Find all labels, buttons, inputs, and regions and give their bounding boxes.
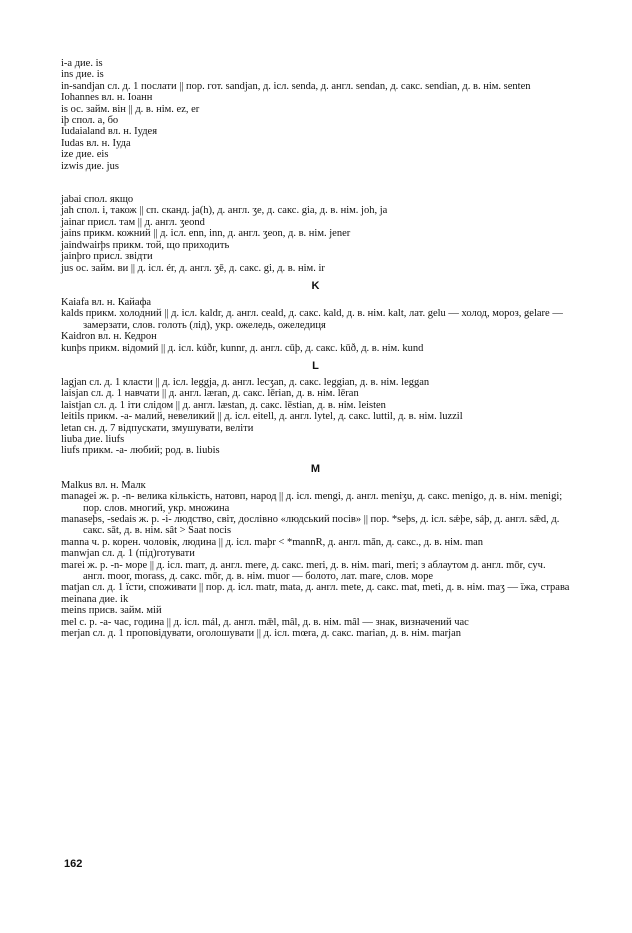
dictionary-entry: meinana дие. ik [61, 593, 129, 605]
dictionary-entry: meins присв. займ. мій [61, 605, 162, 617]
section-letter: L [312, 359, 319, 372]
section-letter: K [311, 279, 320, 292]
dictionary-entry: i-a дие. is [61, 58, 103, 69]
dictionary-entry: liuba дие. liufs [61, 433, 125, 445]
dictionary-entry: mel с. р. -a- час, година || д. ісл. mál, д. англ. mǣl, mâl, д. в. нім. mâl — знак, визначений час [61, 616, 469, 628]
dictionary-entry: izwis дие. jus [61, 160, 119, 172]
dictionary-entry: manna ч. р. корен. чоловік, людина || д. ісл. maþr < *mannR, д. англ. mān, д. сакс., д. в. нім. man [61, 536, 484, 548]
dictionary-entry: Kaiafa вл. н. Кайафа [61, 296, 152, 308]
dictionary-entry: kunþs прикм. відомий || д. ісл. kúðr, kunnr, д. англ. cūþ, д. сакс. kūð, д. в. нім. kund [61, 342, 424, 354]
dictionary-entry: manaseþs, -sedais ж. р. -i- людство, світ, дослівно «людський посів» || пор. *seþs, д. ісл. sǽþe, sáþ, д. англ. sǣd, д. сакс. sāt, д. в. нім. sât > Saat nocis [61, 514, 560, 537]
dictionary-entry: ins дие. is [61, 69, 104, 81]
dictionary-entry: jaindwairþs прикм. той, що приходить [61, 239, 230, 251]
dictionary-entry: jabai спол. якщо [61, 194, 134, 206]
dictionary-entry: is ос. займ. він || д. в. нім. ez, er [61, 103, 200, 115]
dictionary-entry: jus ос. займ. ви || д. ісл. ér, д. англ. ʒē, д. сакс. gi, д. в. нім. ir [61, 262, 325, 274]
dictionary-entry: iþ спол. а, бо [61, 115, 119, 127]
dictionary-entry: ize дие. eis [61, 149, 109, 161]
dictionary-entry: letan сн. д. 7 відпускати, змушувати, веліти [61, 422, 254, 434]
dictionary-entry: jainþro присл. звідти [61, 251, 153, 263]
dictionary-entry: marei ж. р. -n- море || д. ісл. marr, д. англ. mere, д. сакс. meri, д. в. нім. mari, meri; з аблаутом д. англ. mōr, суч. англ. moor, morass, д. сакс. mōr, д. в. нім. muor — болото, лат. mare, слов. море [61, 559, 546, 583]
dictionary-entry: Kaidron вл. н. Кедрон [61, 331, 157, 343]
dictionary-entry: Iudas вл. н. Іуда [61, 137, 131, 149]
dictionary-entry: Iohannes вл. н. Іоанн [61, 92, 153, 104]
dictionary-entry: jainar присл. там || д. англ. ʒeond [61, 216, 205, 228]
page-number: 162 [64, 858, 83, 870]
dictionary-entry: merjan сл. д. 1 проповідувати, оголошувати || д. ісл. mœra, д. сакс. marian, д. в. нім. marjan [61, 628, 462, 640]
dictionary-entry: Malkus вл. н. Малк [61, 479, 146, 491]
dictionary-entry: jains прикм. кожний || д. ісл. enn, inn, д. англ. ʒeon, д. в. нім. jener [61, 228, 351, 240]
dictionary-entry: laisjan сл. д. 1 навчати || д. англ. læran, д. сакс. lērian, д. в. нім. lēran [61, 388, 359, 400]
dictionary-entry: jah спол. і, також || сп. сканд. ja(h), д. англ. ʒe, д. сакс. gia, д. в. нім. joh, ja [61, 205, 388, 217]
dictionary-entry: liufs прикм. -a- любий; род. в. liubis [61, 445, 220, 457]
dictionary-entry: managei ж. р. -n- велика кількість, натовп, народ || д. ісл. mengi, д. англ. meniʒu, д. сакс. menigo, д. в. нім. menigi; пор. слов. многий, укр. множина [61, 491, 563, 514]
dictionary-content [61, 58, 570, 639]
dictionary-entry: kalds прикм. холодний || д. ісл. kaldr, д. англ. ceald, д. сакс. kald, д. в. нім. kalt, лат. gelu — холод, мороз, gelare — замерзати, слов. голоть (лід), укр. ожеледь, ожеледиця [61, 308, 563, 331]
dictionary-entry: laistjan сл. д. 1 іти слідом || д. англ. læstan, д. сакс. lēstian, д. в. нім. leisten [61, 399, 386, 411]
section-letter: M [310, 462, 321, 475]
dictionary-entry: manwjan сл. д. 1 (під)готувати [61, 548, 195, 560]
dictionary-entry: in-sandjan сл. д. 1 послати || пор. гот. sandjan, д. ісл. senda, д. англ. sendan, д. сакс. sendian, д. в. нім. senten [61, 80, 531, 92]
dictionary-entry: leitils прикм. -a- малий, невеликий || д. ісл. eitell, д. англ. lytel, д. сакс. luttil, д. в. нім. luzzil [61, 411, 463, 423]
dictionary-entry: matjan сл. д. 1 їсти, споживати || пор. д. ісл. matr, mata, д. англ. mete, д. сакс. mat, meti, д. в. нім. maʒ — їжа, страва [61, 582, 570, 594]
section-gap [61, 172, 570, 194]
dictionary-entry: Iudaialand вл. н. Іудея [61, 126, 158, 138]
dictionary-entry: lagjan сл. д. 1 класти || д. ісл. leggja, д. англ. lecʒan, д. сакс. leggian, д. в. нім. leggan [61, 376, 430, 388]
